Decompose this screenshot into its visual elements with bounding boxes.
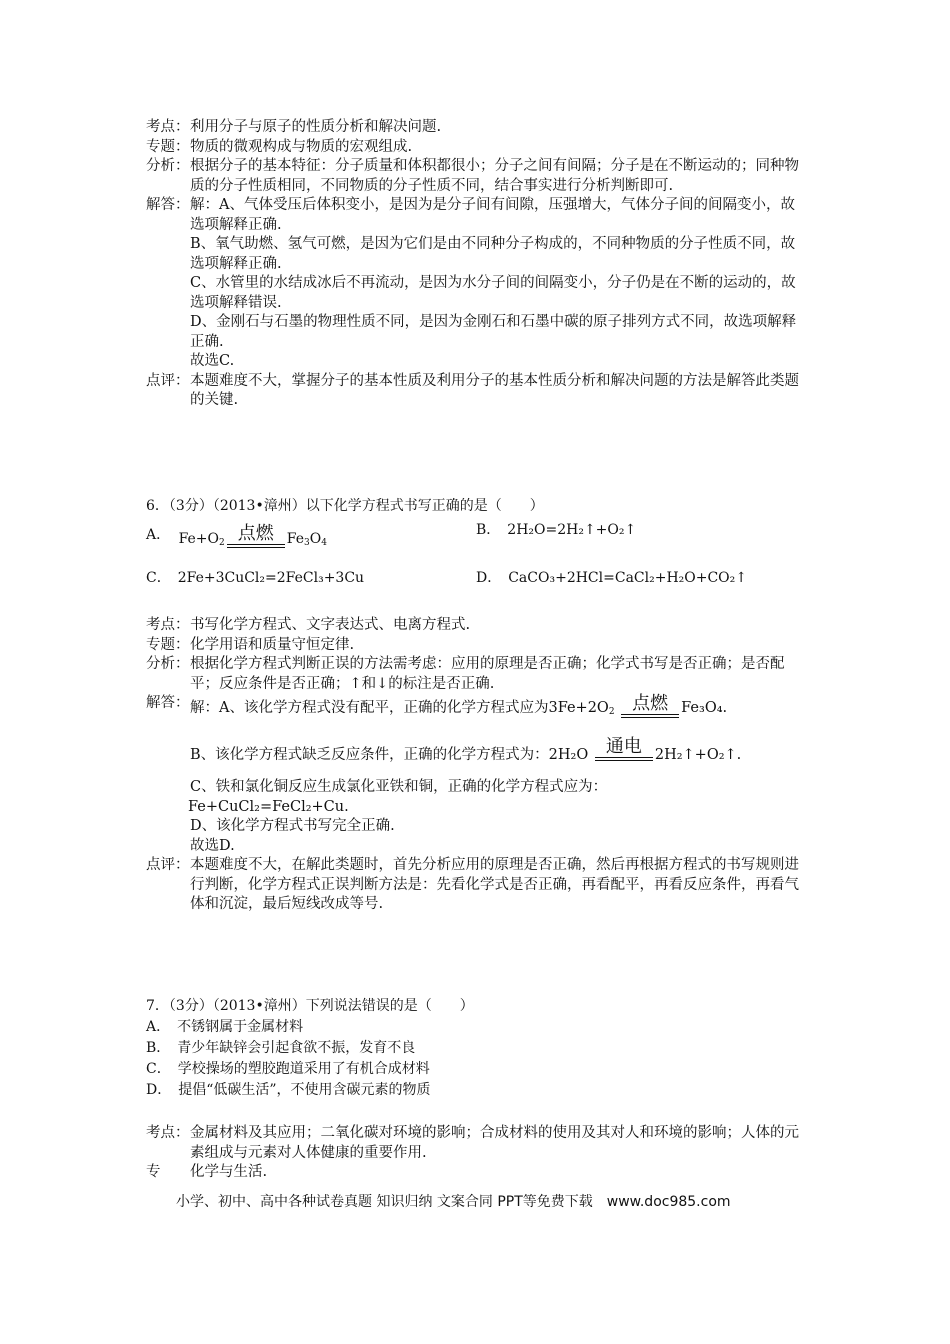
q6-option-a-left: $Fe+O_2$ [178,531,225,548]
q5-fenxi-row [146,157,806,196]
q7-option-c: C． 学校操场的塑胶跑道采用了有机合成材料 [146,1061,430,1077]
q6-kaodian-text: 书写化学方程式、文字表达式、电离方程式. [190,617,471,633]
q6-option-b: B． 2H₂O=2H₂↑+O₂↑ [476,522,637,538]
q5-jieda-c: C、水管里的水结成冰后不再流动，是因为水分子间的间隔变小，分子仍是在不断的运动的，故选项解释错误. [190,275,796,311]
q5-jieda-row [146,196,806,372]
q5-jieda-choice: 故选C. [190,353,235,369]
q6-jieda-c1: C、铁和氯化铜反应生成氯化亚铁和铜，正确的化学方程式应为： [190,779,608,795]
q6-jieda-row [146,694,806,856]
q7-zhuanti-row [146,1163,806,1183]
q6-jieda-text [190,694,806,856]
q6-jieda-c2: Fe+CuCl₂=FeCl₂+Cu. [188,798,349,815]
q5-kaodian-text: 利用分子与原子的性质分析和解决问题. [190,119,442,135]
q6-jieda-b: B、该化学方程式缺乏反应条件，正确的化学方程式为：2H₂O 通电 2H₂↑+O₂↑. [190,737,806,766]
jieda-label: 解答： [146,695,190,711]
q6-option-a [146,520,327,549]
zhuanti-label: 专 [146,1164,161,1180]
q6-analysis [146,616,806,915]
q5-analysis [146,118,806,411]
q6-stem: 6．（3分）（2013•漳州）以下化学方程式书写正确的是（ ） [146,498,544,514]
q5-zhuanti-row [146,138,806,158]
q7-analysis [146,1124,806,1183]
q6-jieda-a-condition: 点燃 [621,694,679,723]
q6-dianping-row [146,856,806,915]
q6-kaodian-row [146,616,806,636]
fenxi-label: 分析： [146,158,190,174]
q6-option-a-right: $Fe_3O_4$ [286,531,327,548]
kaodian-label: 考点： [146,1125,190,1141]
q6-jieda-a: 解：A、该化学方程式没有配平，正确的化学方程式应为$3Fe+2O_2$ 点燃 Fe₃O₄. [190,694,806,723]
q5-kaodian-row [146,118,806,138]
q7-option-d: D． 提倡“低碳生活”，不使用含碳元素的物质 [146,1082,431,1098]
q5-jieda-a: 解：A、气体受压后体积变小，是因为是分子间有间隙，压强增大，气体分子间的间隔变小，故选项解释正确. [190,197,795,233]
q5-jieda-d: D、金刚石与石墨的物理性质不同，是因为金刚石和石墨中碳的原子排列方式不同，故选项解释正确. [190,314,797,350]
q6-jieda-d: D、该化学方程式书写完全正确. [190,818,395,834]
q5-jieda-b: B、氧气助燃、氢气可燃，是因为它们是由不同种分子构成的，不同种物质的分子性质不同，故选项解释正确. [190,236,796,272]
dianping-label: 点评： [146,857,190,873]
q7-stem: 7．（3分）（2013•漳州）下列说法错误的是（ ） [146,998,474,1014]
q6-zhuanti-text: 化学用语和质量守恒定律. [190,636,355,653]
dianping-label: 点评： [146,372,190,389]
q7-option-a: A． 不锈钢属于金属材料 [146,1019,304,1035]
q7-zhuanti-text: 化学与生活. [190,1164,268,1180]
q6-jieda-choice: 故选D. [190,837,235,854]
kaodian-label: 考点： [146,119,190,135]
q6-zhuanti-row [146,636,806,656]
kaodian-label: 考点： [146,617,190,633]
fenxi-label: 分析： [146,656,190,672]
q6-jieda-b-condition: 通电 [595,737,653,766]
q6-option-a-equation [179,524,327,553]
q5-jieda-text [190,196,806,372]
q5-fenxi-text: 根据分子的基本特征：分子质量和体积都很小；分子之间有间隔；分子是在不断运动的；同种物质的分子性质相同，不同物质的分子性质不同，结合事实进行分析判断即可. [190,158,799,194]
q7-kaodian-text: 金属材料及其应用；二氧化碳对环境的影响；合成材料的使用及其对人和环境的影响；人体的元素组成与元素对人体健康的重要作用. [190,1125,799,1161]
q6-option-a-label: A． [146,527,171,543]
q5-dianping-text: 本题难度不大，掌握分子的基本性质及利用分子的基本性质分析和解决问题的方法是解答此类题的关键. [190,372,799,408]
q6-dianping-text: 本题难度不大，在解此类题时，首先分析应用的原理是否正确，然后再根据方程式的书写规则进行判断，化学方程式正误判断方法是：先看化学式是否正确，再看配平，再看反应条件，再看气体和沉淀，最后短线改成等号. [190,857,799,912]
q6-option-d: D． CaCO₃+2HCl=CaCl₂+H₂O+CO₂↑ [476,570,748,586]
q6-option-c: C． 2Fe+3CuCl₂=2FeCl₃+3Cu [146,570,365,586]
q6-fenxi-row [146,655,806,694]
jieda-label: 解答： [146,197,190,213]
footer-note: 小学、初中、高中各种试卷真题 知识归纳 文案合同 PPT等免费下载 www.doc985.com [176,1194,731,1210]
q7-kaodian-row [146,1124,806,1163]
zhuanti-label: 专题： [146,636,190,653]
q6-option-a-condition: 点燃 [227,524,285,553]
q6-fenxi-text: 根据化学方程式判断正误的方法需考虑：应用的原理是否正确；化学式书写是否正确；是否配平；反应条件是否正确；↑和↓的标注是否正确. [190,656,785,692]
zhuanti-label: 专题： [146,138,190,155]
q5-zhuanti-text: 物质的微观构成与物质的宏观组成. [190,138,413,155]
q5-dianping-row [146,372,806,411]
q7-option-b: B． 青少年缺锌会引起食欲不振，发育不良 [146,1040,416,1056]
